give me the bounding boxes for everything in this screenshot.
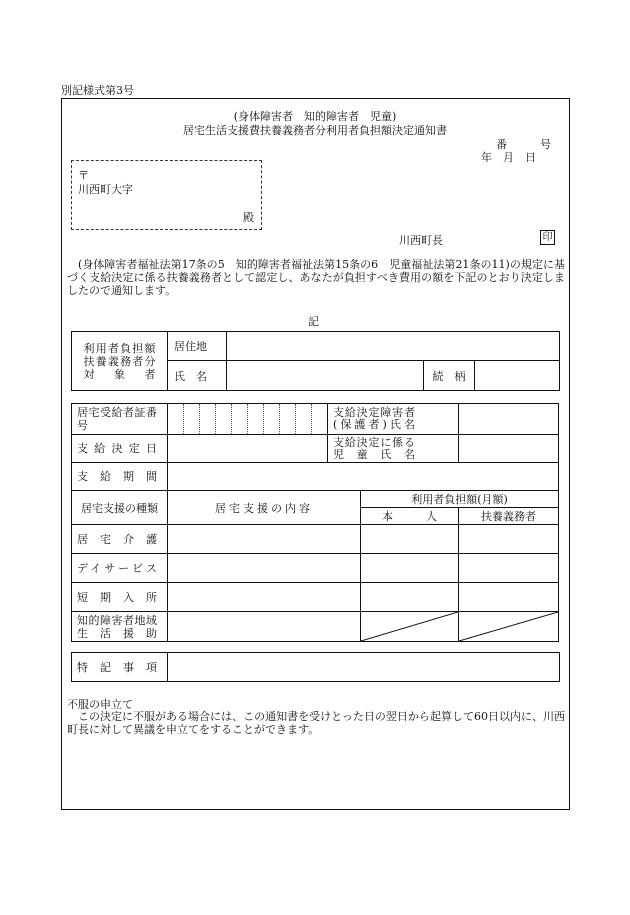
- cert-digit-7[interactable]: [264, 404, 280, 435]
- row-short-stay-label: 短期入所: [77, 590, 157, 604]
- notes-field[interactable]: [168, 653, 560, 682]
- target-person-label-cell: [72, 332, 168, 391]
- ki-heading: 記: [308, 315, 319, 328]
- cert-digit-10[interactable]: [312, 404, 328, 435]
- row-day-service-guardian[interactable]: [459, 554, 559, 583]
- number-label: 番 号: [496, 138, 551, 151]
- diagonal-line: [459, 612, 558, 641]
- row-group-home-guardian: [459, 612, 559, 642]
- notes-label-cell: [72, 653, 168, 682]
- decided-person-field[interactable]: [459, 404, 559, 435]
- diagonal-line: [361, 612, 458, 641]
- guardian-header: 扶養義務者: [459, 508, 559, 525]
- objection-title: 不服の申立て: [67, 698, 133, 711]
- child-name-label-cell: [328, 435, 459, 463]
- cert-digit-9[interactable]: [296, 404, 312, 435]
- date-label: 年 月 日: [481, 151, 536, 164]
- row-day-service-content[interactable]: [168, 554, 361, 583]
- honorific: 殿: [243, 211, 254, 224]
- postal-mark: 〒: [78, 169, 89, 182]
- decided-person-label: 支給決定障害者(保護者)氏名: [333, 406, 415, 431]
- period-field[interactable]: [168, 463, 559, 491]
- row-group-home-label: 知的障害者地域生活援助: [77, 613, 157, 640]
- period-label: 支給期間: [77, 470, 157, 483]
- seal-stamp: 印: [540, 230, 555, 245]
- row-day-service-label-cell: [72, 554, 168, 583]
- row-short-stay-content[interactable]: [168, 583, 361, 612]
- target-person-label: 利用者負担額扶養義務者分対象者: [83, 341, 156, 381]
- row-day-service-self[interactable]: [361, 554, 459, 583]
- intro-paragraph: (身体障害者福祉法第17条の5 知的障害者福祉法第15条の6 児童福祉法第21条の11)の規定に基づく支給決定に係る扶養義務者として認定し、あなたが負担すべき費用の額を下記のとおり決定しましたので通知します。: [67, 258, 565, 297]
- cert-digit-5[interactable]: [232, 404, 248, 435]
- cert-digit-4[interactable]: [216, 404, 232, 435]
- child-name-label: 支給決定に係る児童氏名: [333, 435, 415, 461]
- row-group-home-self: [361, 612, 459, 642]
- cert-number-label: 居宅受給者証番号: [77, 406, 157, 432]
- row-home-care-self[interactable]: [361, 525, 459, 554]
- cert-digit-8[interactable]: [280, 404, 296, 435]
- row-short-stay-guardian[interactable]: [459, 583, 559, 612]
- cert-digit-3[interactable]: [200, 404, 216, 435]
- decision-date-label: 支給決定日: [77, 442, 157, 455]
- row-home-care-label-cell: [72, 525, 168, 554]
- relation-label: 続 柄: [424, 361, 475, 391]
- burden-header: 利用者負担額(月額): [361, 491, 559, 508]
- row-short-stay-self[interactable]: [361, 583, 459, 612]
- self-header: 本 人: [361, 508, 459, 525]
- cert-number-label-cell: [72, 404, 168, 435]
- objection-paragraph: この決定に不服がある場合には、この通知書を受けとった日の翌日から起算して60日以内に、川西町長に対して異議を申立てをすることができます。: [67, 710, 565, 736]
- support-content-header: 居宅支援の内容: [168, 491, 361, 525]
- row-short-stay-label-cell: [72, 583, 168, 612]
- form-number: 別記様式第3号: [61, 84, 134, 97]
- name-field[interactable]: [227, 361, 424, 391]
- name-label: 氏 名: [168, 361, 227, 391]
- decision-date-label-cell: [72, 435, 168, 463]
- document-title: 居宅生活支援費扶養義務者分利用者負担額決定通知書: [183, 124, 447, 137]
- notes-label: 特記事項: [77, 660, 157, 674]
- decision-date-field[interactable]: [168, 435, 328, 463]
- row-home-care-label: 居宅介護: [77, 532, 157, 546]
- notes-table: [71, 652, 560, 682]
- row-home-care-guardian[interactable]: [459, 525, 559, 554]
- cert-digit-6[interactable]: [248, 404, 264, 435]
- address-label: 居住地: [168, 332, 227, 361]
- title-line-1: (身体障害者 知的障害者 児童): [233, 110, 397, 123]
- address-field[interactable]: [227, 332, 560, 361]
- support-details-table: [71, 403, 559, 642]
- row-home-care-content[interactable]: [168, 525, 361, 554]
- cert-digit-2[interactable]: [184, 404, 200, 435]
- row-group-home-content[interactable]: [168, 612, 361, 642]
- row-group-home-label-cell: [72, 612, 168, 642]
- support-type-header: 居宅支援の種類: [81, 501, 158, 515]
- target-person-table: [71, 331, 560, 391]
- child-name-field[interactable]: [459, 435, 559, 463]
- relation-field[interactable]: [475, 361, 560, 391]
- decided-person-label-cell: [328, 404, 459, 435]
- cert-digit-1[interactable]: [168, 404, 184, 435]
- issuer: 川西町長: [399, 234, 443, 247]
- support-type-header-cell: [72, 491, 168, 525]
- row-day-service-label: デイサービス: [77, 561, 157, 575]
- period-label-cell: [72, 463, 168, 491]
- address-text: 川西町大字: [78, 183, 133, 196]
